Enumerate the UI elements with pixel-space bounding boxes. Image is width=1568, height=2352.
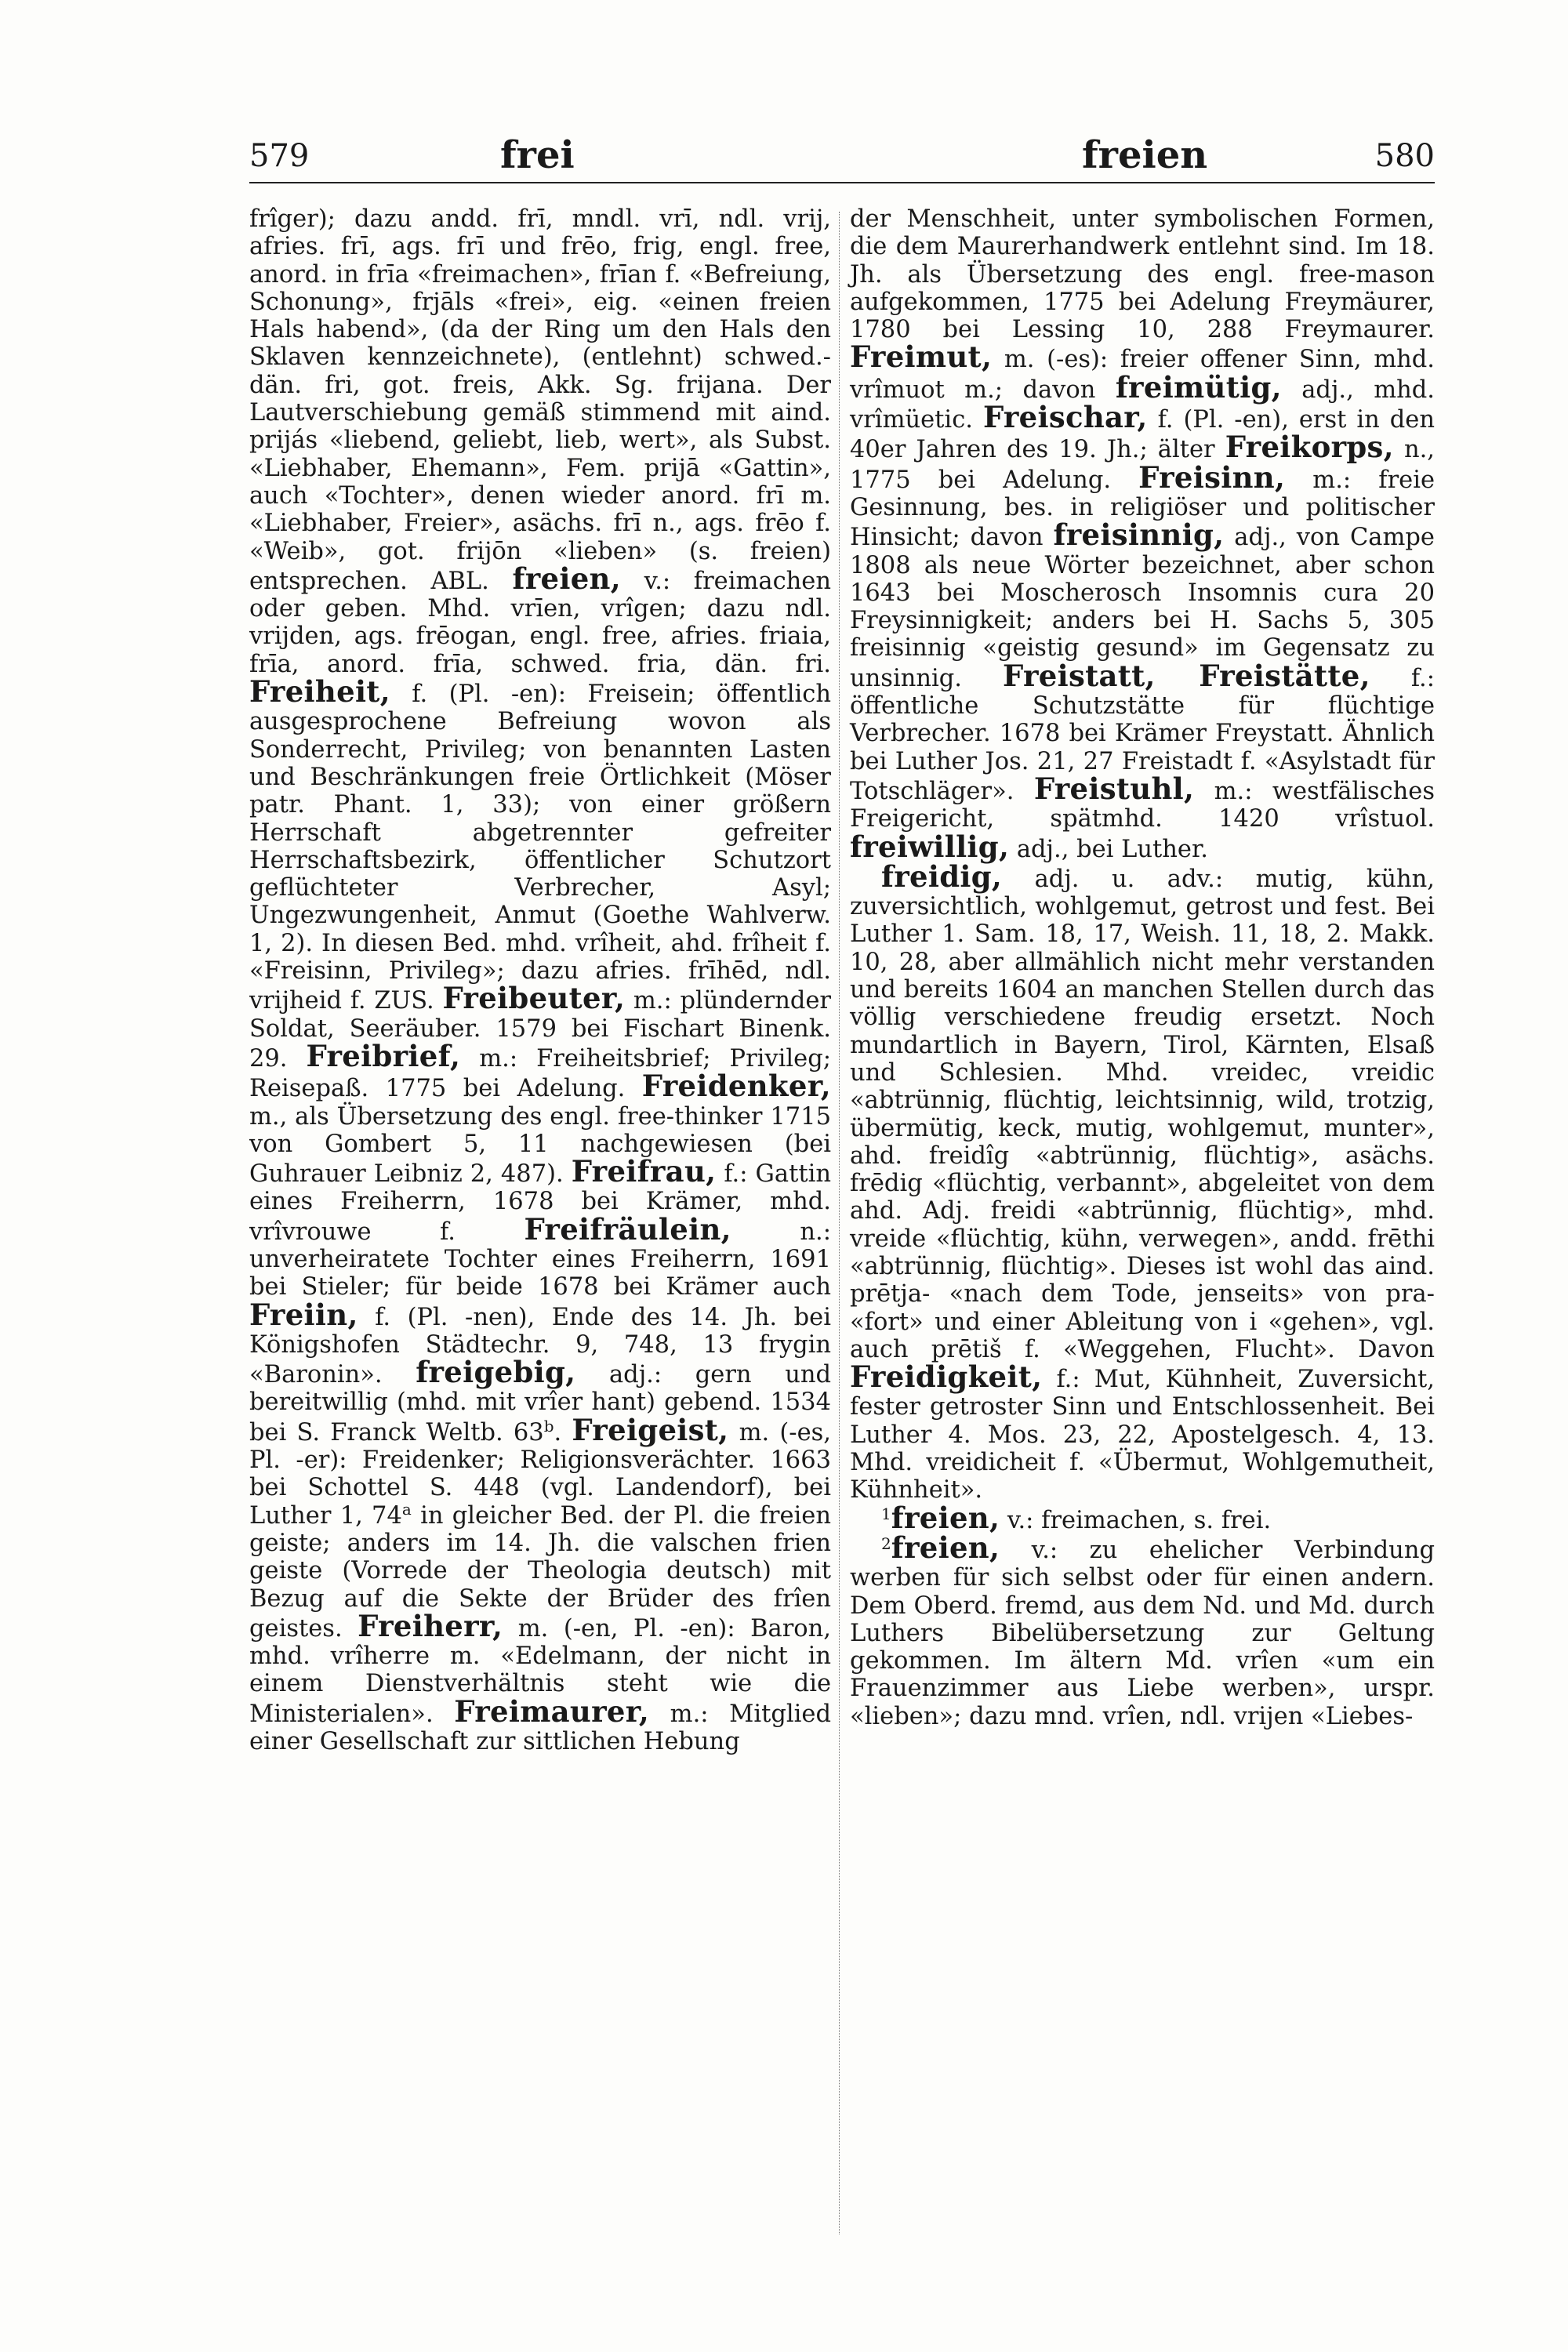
headword: Freiherr, — [358, 1608, 503, 1643]
headword: Freimaurer, — [454, 1693, 650, 1729]
headword: Freibrief, — [306, 1038, 461, 1073]
headword: freidig, — [881, 858, 1003, 894]
headword: Freimut, — [850, 339, 993, 375]
headword: freien, — [891, 1500, 1000, 1535]
headword: Freibeuter, — [442, 981, 626, 1016]
running-header — [249, 132, 1435, 190]
entry-text: der Menschheit, unter symbolischen Formen, die dem Maurerhandwerk entlehnt sind. Im 18. Jh. als Übersetzung des engl. free-mason aufgekommen, 1775 bei Adelung Freymäurer, 1780 bei Lessing 10, 288 Freymaurer. Freimut, m. (-es): freier offener Sinn, mhd. vrîmuot m.; davon freimütig, adj., mhd. vrîmüetic. Freischar, f. (Pl. -en), erst in den 40er Jahren des 19. Jh.; älter Freikorps, n., 1775 bei Adelung. Freisinn, m.: freie Gesinnung, bes. in religiöser und politischer Hinsicht; davon freisinnig, adj., von Campe 1808 als neue Wörter bezeichnet, aber schon 1643 bei Moscherosch Insomnis cura 20 Freysinnigkeit; anders bei H. Sachs 5, 305 freisinnig «geistig gesund» im Gegensatz zu unsinnig. Freistatt, Freistätte, f.: öffentliche Schutzstätte für flüchtige Verbrecher. 1678 bei Krämer Freystatt. Ähnlich bei Luther Jos. 21, 27 Freistadt f. «Asylstadt für Totschläger». Freistuhl, m.: westfälisches Freigericht, spätmhd. 1420 vrîstuol. freiwillig, adj., bei Luther. — [850, 205, 1436, 864]
entry-freidig: freidig, adj. u. adv.: mutig, kühn, zuversichtlich, wohlgemut, getrost und fest. Bei Luther 1. Sam. 18, 17, Weish. 11, 18, 2. Makk. 10, 28, aber allmählich nicht mehr verstanden und bereits 1604 an manchen Stellen durch das völlig verschiedene freudig ersetzt. Noch mundartlich in Bayern, Tirol, Kärnten, Elsaß und Schlesien. Mhd. vreidec, vreidic «abtrünnig, flüchtig, leichtsinnig, wild, trotzig, übermütig, keck, mutig, wohlgemut, munter», ahd. freidîg «abtrünnig, flüchtig», asächs. frēdig «flüchtig, verbannt», abgeleitet von dem ahd. Adj. freidi «abtrünnig, flüchtig», mhd. vreide «flüchtig, kühn, verwegen», andd. frēthi «abtrünnig, flüchtig». Dieses ist wohl das aind. prētja- «nach dem Tode, jenseits» von pra- «fort» und einer Ableitung von i «gehen», vgl. auch prētiš f. «Weggehen, Flucht». Davon Freidigkeit, f.: Mut, Kühnheit, Zuversicht, fester getroster Sinn und Entschlossenheit. Bei Luther 4. Mos. 23, 22, Apostelgesch. 4, 13. Mhd. vreidicheit f. «Übermut, Wohlgemutheit, Kühnheit». — [850, 858, 1436, 1504]
headword: Freistatt, Freistätte, — [1003, 658, 1370, 693]
headword: Freidenker, — [641, 1069, 831, 1104]
headword: Freidigkeit, — [850, 1359, 1043, 1395]
headword: Freikorps, — [1225, 430, 1394, 465]
headword: Freifrau, — [571, 1154, 717, 1189]
column-divider — [839, 212, 840, 2234]
headword: Freifräulein, — [524, 1211, 731, 1247]
headword: Freiin, — [249, 1297, 358, 1332]
headword: freimütig, — [1115, 369, 1282, 405]
entry-text: frîger); dazu andd. frī, mndl. vrī, ndl. vrij, afries. frī, ags. frī und frēo, frig, engl. free, anord. in frīa «freimachen», frīan f. «Befreiung, Schonung», frjāls «frei», eig. «einen freien Hals habend», (da der Ring um den Hals den Sklaven kennzeichnete), (entlehnt) schwed.-dän. fri, got. freis, Akk. Sg. frijana. Der Lautverschiebung gemäß stimmend mit aind. prijás «liebend, geliebt, lieb, wert», als Subst. «Liebhaber, Ehemann», Fem. prijā «Gattin», auch «Tochter», denen wieder anord. frī m. «Liebhaber, Freier», asächs. frī n., ags. frēo f. «Weib», got. frijōn «lieben» (s. freien) entsprechen. ABL. freien, v.: freimachen oder geben. Mhd. vrīen, vrîgen; dazu ndl. vrijden, ags. frēogan, engl. free, afries. friaia, frīa, anord. frīa, schwed. fria, dän. fri. Freiheit, f. (Pl. -en): Freisein; öffentlich ausgesprochene Befreiung wovon als Sonderrecht, Privileg; von benannten Lasten und Beschränkungen freie Örtlichkeit (Möser patr. Phant. 1, 33); von einer größern Herrschaft abgetrennter gefreiter Herrschaftsbezirk, öffentlicher Schutzort geflüchteter Verbrecher, Asyl; Ungezwungenheit, Anmut (Goethe Wahlverw. 1, 2). In diesen Bed. mhd. vrîheit, ahd. frîheit f. «Freisinn, Privileg»; dazu afries. frīhēd, ndl. vrijheid f. ZUS. Freibeuter, m.: plündernder Soldat, Seeräuber. 1579 bei Fischart Binenk. 29. Freibrief, m.: Freiheitsbrief; Privileg; Reisepaß. 1775 bei Adelung. Freidenker, m., als Übersetzung des engl. free-thinker 1715 von Gombert 5, 11 nachgewiesen (bei Guhrauer Leibniz 2, 487). Freifrau, f.: Gattin eines Freiherrn, 1678 bei Krämer, mhd. vrîvrouwe f. Freifräulein, n.: unverheiratete Tochter eines Freiherrn, 1691 bei Stieler; für beide 1678 bei Krämer auch Freiin, f. (Pl. -nen), Ende des 14. Jh. bei Königshofen Städtechr. 9, 748, 13 frygin «Baronin». freigebig, adj.: gern und bereitwillig (mhd. mit vrîer hant) gebend. 1534 bei S. Franck Weltb. 63$^b$. Freigeist, m. (-es, Pl. -er): Freidenker; Religionsverächter. 1663 bei Schottel S. 448 (vgl. Landendorf), bei Luther 1, 74$^a$ in gleicher Bed. der Pl. die freien geiste; anders im 14. Jh. die valschen frien geiste (Vorrede der Theologia deutsch) mit Bezug auf die Sekte der Brüder des frîen geistes. Freiherr, m. (-en, Pl. -en): Baron, mhd. vrîherre m. «Edelmann, der nicht in einem Dienstverhältnis steht wie die Ministerialen». Freimaurer, m.: Mitglied einer Gesellschaft zur sittlichen Hebung — [249, 205, 832, 1756]
headword: freisinnig, — [1053, 517, 1225, 553]
headword: Freiheit, — [249, 674, 390, 710]
entry-freien-2: $^2$freien, v.: zu ehelicher Verbindung werben für sich selbst oder für einen andern. Dem Oberd. fremd, aus dem Nd. und Md. durch Luthers Bibelübersetzung zur Geltung gekommen. Im ältern Md. vrîen «um ein Frauenzimmer aus Liebe werben», urspr. «lieben»; dazu mnd. vrîen, ndl. vrijen «Liebes- — [850, 1530, 1435, 1730]
entry-freien-1: $^1$freien, v.: freimachen, s. frei. — [881, 1500, 1272, 1535]
right-column — [850, 205, 1435, 1730]
headword: freien, — [891, 1530, 1000, 1565]
running-headword-right: freien — [1082, 133, 1208, 177]
page-number-left: 579 — [249, 138, 310, 174]
headword: Freigeist, — [572, 1412, 729, 1447]
headword: Freisinn, — [1138, 459, 1286, 495]
headword: freien, — [512, 561, 621, 596]
headword: Freistuhl, — [1033, 771, 1195, 806]
headword: freigebig, — [416, 1355, 576, 1390]
left-column — [249, 205, 831, 1755]
headword: Freischar, — [982, 400, 1148, 435]
headword: freiwillig, — [850, 829, 1010, 864]
header-rule — [249, 182, 1435, 183]
page-number-right: 580 — [1374, 138, 1435, 174]
running-headword-left: frei — [500, 133, 575, 177]
